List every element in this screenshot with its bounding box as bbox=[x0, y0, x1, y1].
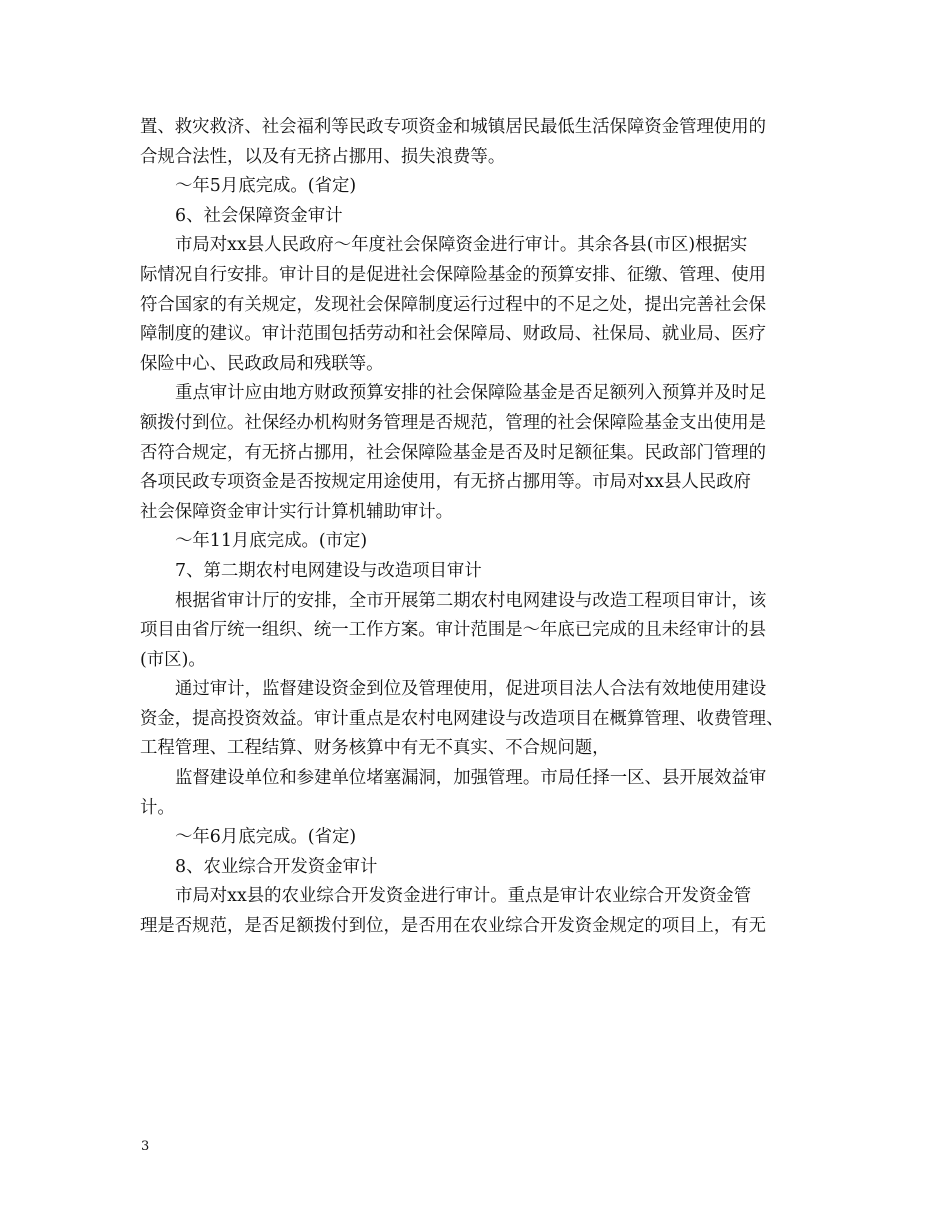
text-line: 社会保障资金审计实行计算机辅助审计。 bbox=[140, 501, 454, 522]
text-line: 计。 bbox=[140, 797, 175, 818]
text-line: 重点审计应由地方财政预算安排的社会保障险基金是否足额列入预算并及时足 bbox=[175, 383, 767, 404]
section-heading: 8、农业综合开发资金审计 bbox=[175, 856, 378, 877]
section-heading: 7、第二期农村电网建设与改造项目审计 bbox=[175, 560, 482, 581]
text-line: 监督建设单位和参建单位堵塞漏洞，加强管理。市局任择一区、县开展效益审 bbox=[175, 768, 767, 789]
text-line: (市区)。 bbox=[140, 649, 206, 670]
text-line: ～年11月底完成。(市定) bbox=[175, 531, 368, 552]
text-line: 置、救灾救济、社会福利等民政专项资金和城镇居民最低生活保障资金管理使用的 bbox=[140, 117, 767, 137]
text-line: 通过审计，监督建设资金到位及管理使用，促进项目法人合法有效地使用建设 bbox=[175, 679, 767, 700]
text-line: 符合国家的有关规定，发现社会保障制度运行过程中的不足之处，提出完善社会保 bbox=[140, 294, 767, 315]
text-line: 根据省审计厅的安排，全市开展第二期农村电网建设与改造工程项目审计，该 bbox=[175, 590, 767, 611]
text-line: 额拨付到位。社保经办机构财务管理是否规范，管理的社会保障险基金支出使用是 bbox=[140, 412, 767, 433]
text-line: 资金，提高投资效益。审计重点是农村电网建设与改造项目在概算管理、收费管理、 bbox=[140, 708, 784, 729]
text-line: 际情况自行安排。审计目的是促进社会保障险基金的预算安排、征缴、管理、使用 bbox=[140, 264, 767, 285]
text-line: 项目由省厅统一组织、统一工作方案。审计范围是～年底已完成的且未经审计的县 bbox=[140, 620, 767, 641]
page-number: 3 bbox=[141, 1139, 150, 1154]
text-line: 工程管理、工程结算、财务核算中有无不真实、不合规问题， bbox=[140, 738, 610, 759]
text-line: 理是否规范，是否足额拨付到位，是否用在农业综合开发资金规定的项目上，有无 bbox=[140, 916, 767, 937]
text-line: 市局对xx县的农业综合开发资金进行审计。重点是审计农业综合开发资金管 bbox=[175, 886, 752, 907]
text-line: 障制度的建议。审计范围包括劳动和社会保障局、财政局、社保局、就业局、医疗 bbox=[140, 324, 767, 345]
text-line: 市局对xx县人民政府～年度社会保障资金进行审计。其余各县(市区)根据实 bbox=[175, 235, 748, 256]
text-line: 保险中心、民政政局和残联等。 bbox=[140, 353, 384, 374]
text-line: ～年5月底完成。(省定) bbox=[175, 176, 357, 197]
text-line: 否符合规定，有无挤占挪用，社会保障险基金是否及时足额征集。民政部门管理的 bbox=[140, 442, 767, 463]
body-text bbox=[140, 113, 812, 942]
text-line: ～年6月底完成。(省定) bbox=[175, 827, 357, 848]
section-heading: 6、社会保障资金审计 bbox=[175, 205, 343, 226]
text-line: 合规合法性，以及有无挤占挪用、损失浪费等。 bbox=[140, 146, 506, 167]
text-line: 各项民政专项资金是否按规定用途使用，有无挤占挪用等。市局对xx县人民政府 bbox=[140, 472, 751, 493]
